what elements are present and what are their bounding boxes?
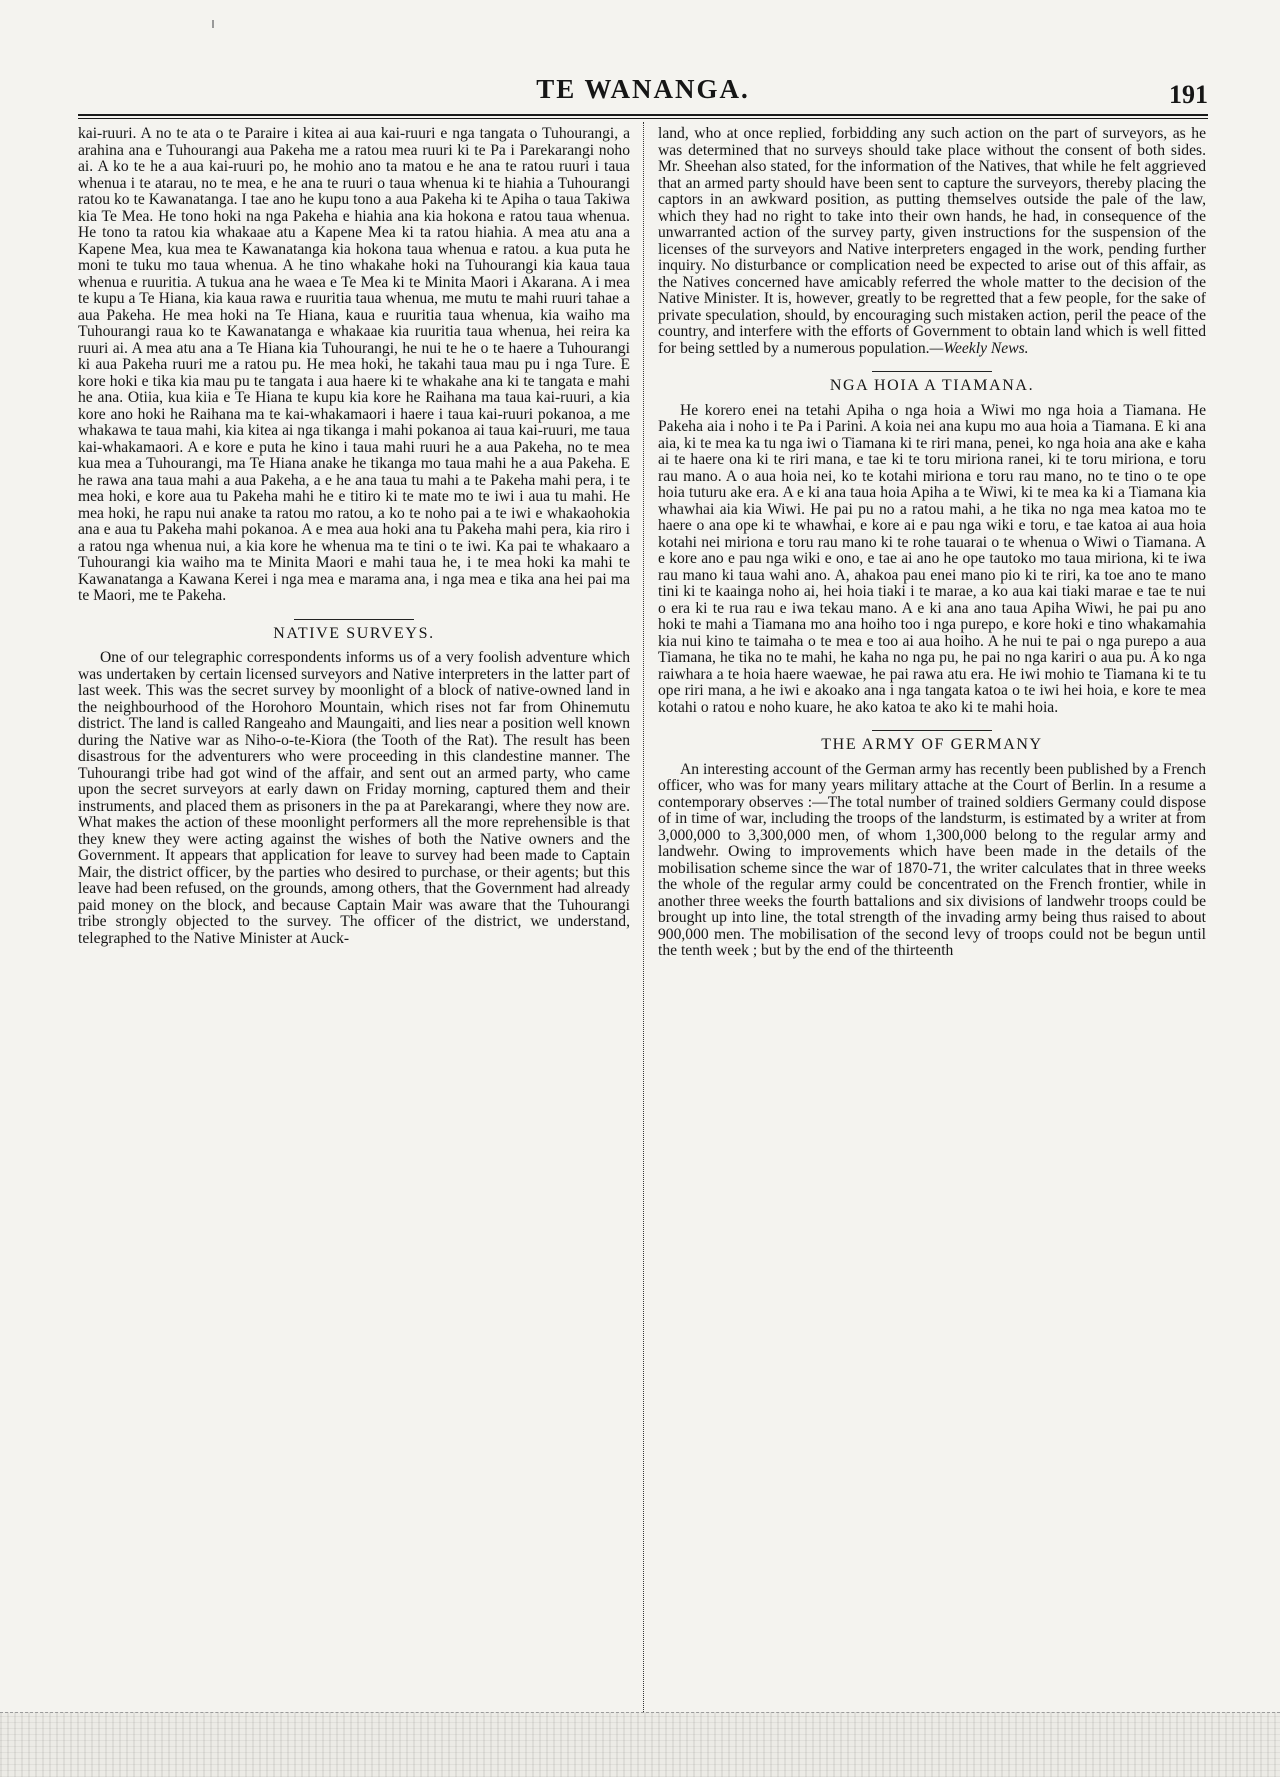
maori-survey-article: kai-ruuri. A no te ata o te Paraire i kitea ai aua kai-ruuri e nga tangata o Tuhourangi, a arahina ana e Tuhourangi aua Pakeha me a ratou mea ruuri ki te Pa i Parekarangi noho ai. A ko te he a aua kai-ruuri po, he mohio ano ta matou e he ana te ratou ruuri i taua whenua i te atarau, no te mea, e he ana te ruuri o taua whenua ki te hiahia a Tuhourangi ratou ko te Kawanatanga. I tae ano he kupu tono a aua Pakeha ki te Apiha o taua Takiwa kia Te Mea. He tono hoki na nga Pakeha e hiahia ana kia hokona e ratou taua whenua. He tono ta ratou kia whakaae atu a Kapene Mea ki ta ratou hiahia. A mea atu ana a Kapene Mea, kua mea te Kawanatanga kia hokona taua whenua e ratou. a kua puta he moni te tuku mo taua whenua. A he tino whakahe hoki na Tuhourangi kia kaua taua whenua e ruuritia. A tukua ana he waea e Te Mea ki te Minita Maori i Akarana. A i mea te kupu a Te Hiana, kia kaua rawa e ruuritia taua whenua, me mutu te mahi ruuri tahae a aua Pakeha. He mea hoki na Te Hiana, kaua e ruuritia taua whenua, kia waiho ma Tuhourangi raua ko te Kawanatanga e whakaae kia ruuritia taua whenua, hei reira ka ruuri ai. A mea atu ana a Te Hiana kia Tuhourangi, he nui te he o te haere a Tuhourangi ki aua Pakeha ruuri me a ratou pu. He mea hoki, he takahi taua mau pu i nga Ture. E kore hoki e tika kia mau pu te tangata i aua haere ki te whakahe ana ki te tangata e mahi he ana. Otiia, kua kiia e Te Hiana te kupu kia kore he Raihana ma taua kai-ruuri, a kia kore ano hoki he Raihana ma te kai-whakamaori i haere i taua kai-ruuri pokanoa, a me whakawa te taua mahi, kia kitea ai nga tikanga i mahi pokanoa ai taua kai-ruuri, me taua kai-whakamaori. A e kore e puta he kino i taua mahi ruuri he a aua Pakeha, no te mea kua mea a Tuhourangi, ma Te Hiana anake he tikanga mo taua mahi he a aua Pakeha. E he rawa ana taua mahi a aua Pakeha, a e he ana taua tu mahi a te Pakeha mahi pera, i te mea hoki, e kore aua tu Pakeha mahi he e titiro ki te mate mo te iwi i aua tu mahi. He mea hoki, he rapu nui anake ta ratou mo ratou, a ko te noho pai a te iwi e whakaohokia ana e aua tu Pakeha mahi pokanoa. A e mea aua hoki ana tu Pakeha mahi pera, kia riro i a ratou nga whenua nui, a kia kore he whenua ma te tini o te iwi. Ka pai te whakaaro a Tuhourangi kia waiho ma te Minita Maori e mahi taua he, i te mea hoki ka mahi te Kawanatanga a Kawana Kerei i nga mea e marama ana, i nga mea e tika ana hei pai ma te Maori, me te Pakeha. [78,125,630,604]
hoia-tiamana-article: He korero enei na tetahi Apiha o nga hoia a Wiwi mo nga hoia a Tiamana. He Pakeha aia i noho i te Pa i Parini. A koia nei ana kupu mo aua hoia a Tiamana. E ki ana aia, ki te mea ka tu nga iwi o Tiamana ki te riri mana, penei, ko nga hoia ana ake e kaha ai te haere ona ki te riri mana, e tae ki te toru miriona ranei, ki te toru miriona, e toru rau mano. A o aua hoia nei, ko te kotahi miriona e toru rau mano, no te tino o te ope hoia tuturu ake era. A e ki ana taua hoia Apiha a te Wiwi, ki te mea ka ki a Tiamana kia whawhai aia kia Wiwi. He pai pu no a ratou mahi, a he tika no nga mea katoa mo te haere o ana ope ki te whawhai, e kore ai e pau nga wiki e toru, e tae katoa ai aua hoia kotahi nei miriona e toru rau mano ki te rohe tauarai o te whenua o Wiwi o Tiamana. A e kore ano e pau nga wiki e ono, e tae ai ano he ope tautoko mo taua miriona, ki te iwa rau mano ki taua wahi ano. A, ahakoa pau enei mano pio ki te riri, ka toe ano te mano tini ki te kaainga noho ai, hei hoia tiaki i te marae, a ko aua kai tiaki marae e tae te nui o era ki te rua rau e iwa tekau mano. A e ki ana ano taua Apiha Wiwi, he pai pu ano hoki te mahi a Tiamana mo ana hoiho too i nga purepo, e kore hoki e tino whakamahia kia nui kino te taimaha o te mea e too ai aua hoiho. A he nui te pai o nga purepo a aua Tiamana, he tika no te mahi, he kaha no nga pu, he pai no nga kariri o aua pu. A ko nga raiwhara a te hoia haere waewae, he pai rawa atu era. He iwi mohio te Tiamana ki te tu ope riri mana, a he iwi e akoako ana i nga tangata katoa o te iwi hei hoia, e kore te mea kotahi o ratou e noho kuare, he ako katoa te ako ki te mahi hoia. [658,401,1206,716]
right-column [658,126,1206,960]
scan-bottom-edge [0,1712,1280,1777]
header-rule-thin [78,118,1208,119]
column-divider [643,122,644,1762]
army-of-germany-article: An interesting account of the German army has recently been published by a French officer, who was for many years military attache at the Court of Berlin. In a resume a contemporary observes :—The total number of trained soldiers Germany could dispose of in time of war, including the troops of the landsturm, is estimated by a writer at from 3,000,000 to 3,300,000 men, of whom 1,300,000 belong to the regular army and landwehr. Owing to improvements which have been made in the details of the mobilisation scheme since the war of 1870-71, the writer calculates that in three weeks the whole of the regular army could be concentrated on the French frontier, while in another three weeks the fourth battalions and six divisions of landwehr troops could be brought up into line, the total strength of the invading army being thus raised to about 900,000 men. The mobilisation of the second levy of troops could not be begun until the tenth week ; but by the end of the thirteenth [658,760,1206,959]
masthead [78,68,1208,108]
print-speck [212,20,214,28]
hoia-tiamana-heading: NGA HOIA A TIAMANA. [829,377,1035,394]
header-rule [78,114,1208,116]
native-surveys-continued [658,126,1206,357]
section-rule [294,619,414,620]
native-surveys-article: One of our telegraphic correspondents informs us of a very foolish adventure which was undertaken by certain licensed surveyors and Native interpreters in the latter part of last week. This was the secret survey by moonlight of a block of native-owned land in the neighbourhood of the Horohoro Mountain, which rises not far from Ohinemutu district. The land is called Rangeaho and Maungaiti, and lies near a position well known during the Native war as Niho-o-te-Kiora (the Tooth of the Rat). The result has been disastrous for the adventurers who were proceeding in this clandestine manner. The Tuhourangi tribe had got wind of the affair, and sent out an armed party, who came upon the secret surveyors at early dawn on Friday morning, captured them and their instruments, and placed them as prisoners in the pa at Parekarangi, where they now are. What makes the action of these moonlight performers all the more reprehensible is that they knew they were acting against the wishes of both the Native owners and the Government. It appears that application for leave to survey had been made to Captain Mair, the district officer, by the parties who desired to purchase, or their agents; but this leave had been refused, on the grounds, among others, that the Government had already paid money on the block, and because Captain Mair was aware that the Tuhourangi tribe strongly objected to the survey. The officer of the district, we understand, telegraphed to the Native Minister at Auck- [78,649,630,947]
native-surveys-continued-text: land, who at once replied, forbidding any such action on the part of surveyors, as he was determined that no surveys should take place without the consent of both sides. Mr. Sheehan also stated, for the information of the Natives, that while he felt aggrieved that an armed party should have been sent to capture the surveyors, thereby placing the captors in an awkward position, as putting themselves outside the pale of the law, which they had no right to take into their own hands, he had, in consequence of the unwarranted action of the survey party, given instructions for the suspension of the licenses of the surveyors and Native interpreters engaged in the work, pending further inquiry. No disturbance or complication need be expected to arise out of this affair, as the Natives concerned have amicably referred the whole matter to the decision of the Native Minister. It is, however, greatly to be regretted that a few people, for the sake of private speculation, should, by encouraging such mistaken action, peril the peace of the country, and interfere with the efforts of Government to obtain land which is well fitted for being settled by a numerous population. [658,125,1206,357]
left-column [78,126,630,947]
army-of-germany-heading: THE ARMY OF GERMANY [821,736,1043,753]
scan-edge-line [0,1712,1280,1713]
article-source: —Weekly News. [929,339,1029,357]
newspaper-title: TE WANANGA. [536,74,750,104]
native-surveys-heading: NATIVE SURVEYS. [273,624,435,642]
page-number: 191 [1169,80,1208,109]
section-rule [872,730,992,731]
section-rule [872,371,992,372]
